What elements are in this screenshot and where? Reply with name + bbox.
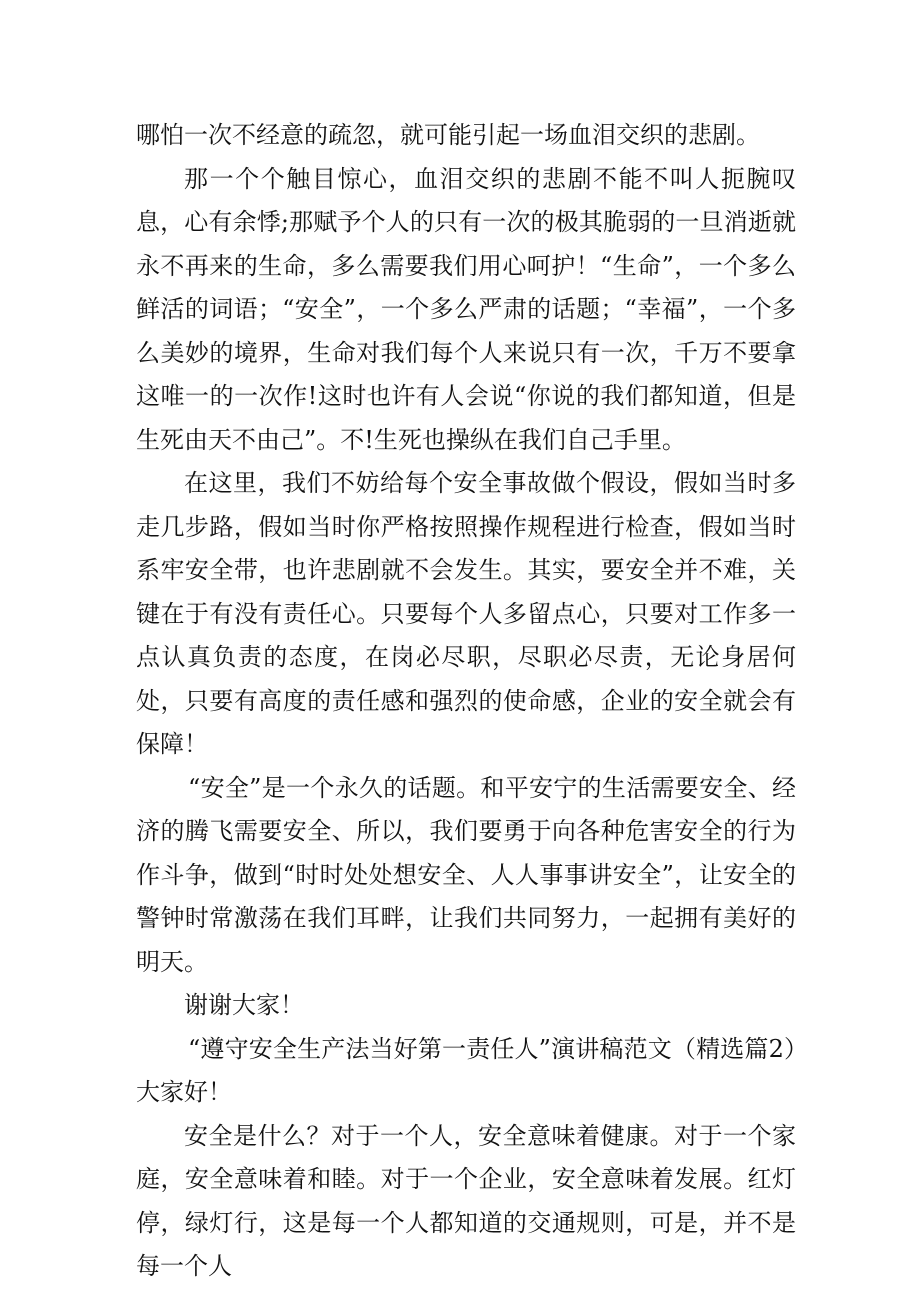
paragraph-continuation: 哪怕一次不经意的疏忽，就可能引起一场血泪交织的悲剧。: [136, 121, 760, 149]
paragraph-safety-topic: “安全”是一个永久的话题。和平安宁的生活需要安全、经济的腾飞需要安全、所以，我们要勇于向各种危害安全的行为作斗争，做到“时时处处想安全、人人事事讲安全”，让安全的警钟时常激荡在我们耳畔，让我们共同努力，一起拥有美好的明天。: [136, 773, 796, 976]
document-body: [136, 114, 796, 1289]
paragraph-tragedy: 那一个个触目惊心，血泪交织的悲剧不能不叫人扼腕叹息，心有余悸;那赋予个人的只有一次的极其脆弱的一旦消逝就永不再来的生命，多么需要我们用心呵护！“生命”，一个多么鲜活的词语；“安全”，一个多么严肃的话题；“幸福”，一个多么美妙的境界，生命对我们每个人来说只有一次，千万不要拿这唯一的一次作!这时也许有人会说“你说的我们都知道，但是生死由天不由己”。不!生死也操纵在我们自己手里。: [136, 164, 796, 454]
section-heading: “遵守安全生产法当好第一责任人”演讲稿范文（精选篇2）大家好！: [136, 1034, 796, 1106]
paragraph-what-is-safety: 安全是什么？对于一个人，安全意味着健康。对于一个家庭，安全意味着和睦。对于一个企业，安全意味着发展。红灯停，绿灯行，这是每一个人都知道的交通规则，可是，并不是每一个人: [136, 1121, 796, 1280]
paragraph-thanks: 谢谢大家！: [184, 991, 304, 1019]
paragraph-responsibility: 在这里，我们不妨给每个安全事故做个假设，假如当时多走几步路，假如当时你严格按照操作规程进行检查，假如当时系牢安全带，也许悲剧就不会发生。其实，要安全并不难，关键在于有没有责任心。只要每个人多留点心，只要对工作多一点认真负责的态度，在岗必尽职，尽职必尽责，无论身居何处，只要有高度的责任感和强烈的使命感，企业的安全就会有保障！: [136, 469, 796, 758]
